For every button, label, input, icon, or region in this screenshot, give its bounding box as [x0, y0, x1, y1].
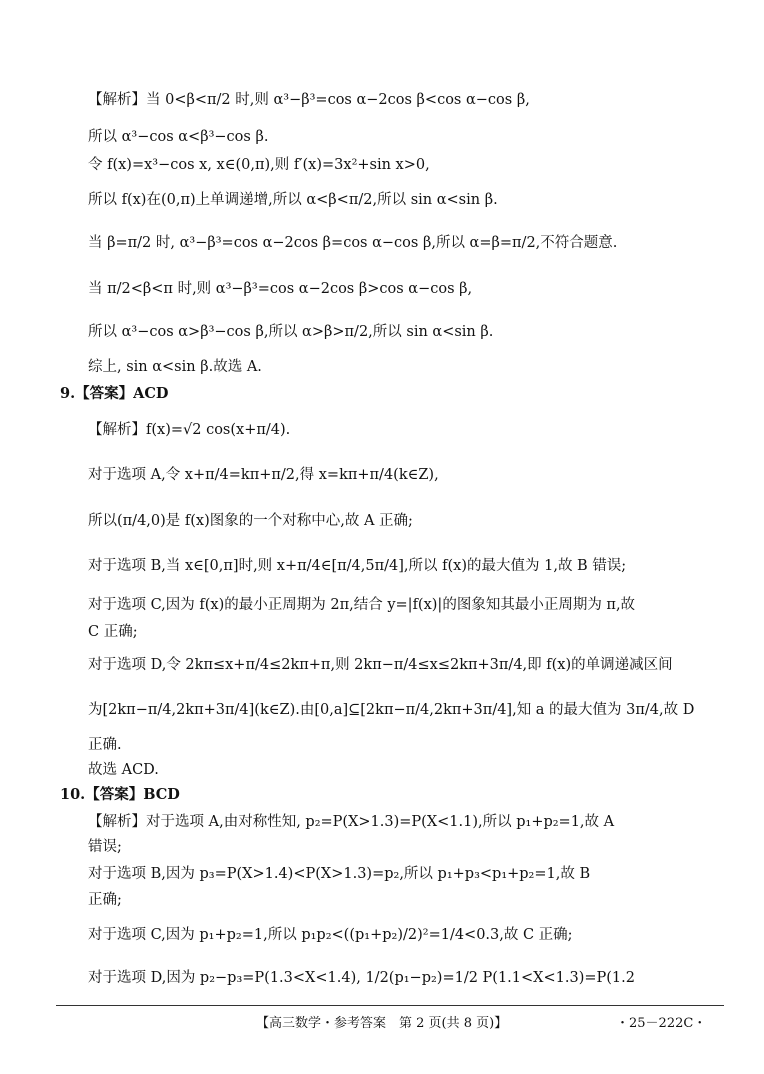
text-line: 当 π/2<β<π 时,则 α³−β³=cos α−2cos β>cos α−cos β,	[88, 281, 473, 297]
text-line: 故选 ACD.	[88, 762, 159, 778]
text-line: 对于选项 D,因为 p₂−p₃=P(1.3<X<1.4), 1/2(p₁−p₂)=1/2 P(1.1<X<1.3)=P(1.2	[88, 970, 635, 986]
text-line: 所以 α³−cos α>β³−cos β,所以 α>β>π/2,所以 sin α<sin β.	[88, 324, 494, 340]
text-line: 正确.	[88, 737, 122, 753]
text-line: 当 β=π/2 时, α³−β³=cos α−2cos β=cos α−cos β,所以 α=β=π/2,不符合题意.	[88, 235, 618, 251]
text-line: 所以 α³−cos α<β³−cos β.	[88, 129, 269, 145]
text-line: 【解析】对于选项 A,由对称性知, p₂=P(X>1.3)=P(X<1.1),所以 p₁+p₂=1,故 A	[88, 814, 615, 830]
text-line: 对于选项 B,当 x∈[0,π]时,则 x+π/4∈[π/4,5π/4],所以 f(x)的最大值为 1,故 B 错误;	[88, 558, 627, 574]
footer-divider	[56, 1005, 724, 1006]
footer-code: ・25－222C・	[616, 1016, 707, 1031]
text-line: C 正确;	[88, 624, 138, 640]
text-line: 所以 f(x)在(0,π)上单调递增,所以 α<β<π/2,所以 sin α<sin β.	[88, 192, 498, 208]
text-line: 为[2kπ−π/4,2kπ+3π/4](k∈Z).由[0,a]⊆[2kπ−π/4,2kπ+3π/4],知 a 的最大值为 3π/4,故 D	[88, 702, 695, 718]
text-line: 对于选项 D,令 2kπ≤x+π/4≤2kπ+π,则 2kπ−π/4≤x≤2kπ+3π/4,即 f(x)的单调递减区间	[88, 657, 673, 673]
text-line: 综上, sin α<sin β.故选 A.	[88, 359, 262, 375]
text-line: 对于选项 B,因为 p₃=P(X>1.4)<P(X>1.3)=p₂,所以 p₁+p₃<p₁+p₂=1,故 B	[88, 866, 591, 882]
text-line: 对于选项 C,因为 p₁+p₂=1,所以 p₁p₂<((p₁+p₂)/2)²=1/4<0.3,故 C 正确;	[88, 927, 573, 943]
text-line: 对于选项 A,令 x+π/4=kπ+π/2,得 x=kπ+π/4(k∈Z),	[88, 467, 439, 483]
text-line: 对于选项 C,因为 f(x)的最小正周期为 2π,结合 y=|f(x)|的图象知其最小正周期为 π,故	[88, 597, 636, 613]
footer-title: 【高三数学・参考答案 第 2 页(共 8 页)】	[256, 1016, 508, 1031]
text-line: 正确;	[88, 892, 122, 908]
answer-heading: 10.【答案】BCD	[60, 786, 180, 803]
text-line: 【解析】当 0<β<π/2 时,则 α³−β³=cos α−2cos β<cos α−cos β,	[88, 92, 530, 108]
answer-heading: 9.【答案】ACD	[60, 385, 169, 402]
text-line: 错误;	[88, 839, 122, 855]
text-line: 令 f(x)=x³−cos x, x∈(0,π),则 f′(x)=3x²+sin x>0,	[88, 157, 430, 173]
text-line: 【解析】f(x)=√2 cos(x+π/4).	[88, 422, 291, 438]
text-line: 所以(π/4,0)是 f(x)图象的一个对称中心,故 A 正确;	[88, 513, 413, 529]
